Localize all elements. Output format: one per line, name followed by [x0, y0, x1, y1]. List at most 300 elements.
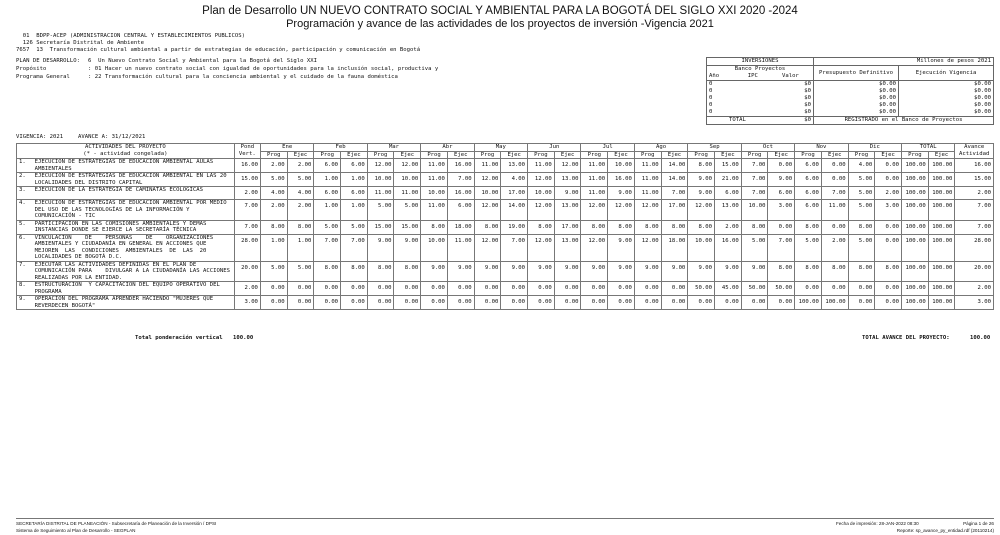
- prog-cell: 100.00: [902, 173, 929, 187]
- ejec-cell: 100.00: [928, 234, 955, 261]
- ano-cell: 0: [707, 102, 738, 109]
- total-avance-label: TOTAL AVANCE DEL PROYECTO:: [862, 335, 950, 341]
- ejec-cell: 9.00: [608, 261, 635, 282]
- prog-cell: 9.00: [688, 187, 715, 200]
- inversiones-units: Millones de pesos 2021: [814, 58, 994, 66]
- ejec-cell: 0.00: [821, 173, 848, 187]
- ejec-cell: 100.00: [928, 159, 955, 173]
- avance-cell: 20.00: [955, 261, 994, 282]
- ejec-cell: 9.00: [554, 261, 581, 282]
- ejec-cell: 0.00: [661, 282, 688, 296]
- ejec-cell: 12.00: [608, 200, 635, 221]
- ipc-header: IPC: [738, 73, 768, 81]
- ejec-cell: 100.00: [928, 282, 955, 296]
- ano-cell: 0: [707, 88, 738, 95]
- prog-cell: 11.00: [581, 173, 608, 187]
- ejec-cell: 17.00: [661, 200, 688, 221]
- prog-cell: 12.00: [581, 200, 608, 221]
- ejec-cell: 0.00: [447, 296, 474, 310]
- activity-description: EJECUCIÓN DE ESTRATEGIAS DE EDUCACIÓN AMBIENTAL POR MEDIO DEL USO DE LAS TECNOLOGÍAS DE LA INFORMACIÓN Y COMUNICACIÓN - TIC: [33, 200, 235, 221]
- ejec-subheader: Ejec: [554, 151, 581, 159]
- avance-a-label: AVANCE A: 31/12/2021: [78, 134, 146, 140]
- prog-subheader: Prog: [528, 151, 555, 159]
- month-header: Abr: [421, 144, 474, 152]
- ejec-cell: 15.00: [715, 159, 742, 173]
- proposito-label: Propósito: [16, 66, 47, 72]
- prog-cell: 2.00: [260, 159, 287, 173]
- inversiones-row: [707, 102, 994, 109]
- ejec-cell: 5.00: [394, 200, 421, 221]
- entity-line-3: 7657 13 Transformación cultural ambiental a partir de estrategias de educación, participación y comunicación en Bogotá: [16, 47, 421, 53]
- prog-cell: 11.00: [528, 159, 555, 173]
- prog-cell: 9.00: [634, 261, 661, 282]
- prog-cell: 11.00: [421, 173, 448, 187]
- presupuesto-cell: $0.00: [814, 81, 899, 89]
- footer-divider: [16, 518, 994, 519]
- ejec-cell: 7.00: [661, 187, 688, 200]
- ejec-cell: 19.00: [501, 220, 528, 234]
- ejec-cell: 2.00: [821, 234, 848, 261]
- registrado-label: REGISTRADO en el Banco de Proyectos: [814, 117, 994, 125]
- ejec-cell: 7.00: [821, 187, 848, 200]
- prog-cell: 0.00: [314, 296, 341, 310]
- ejec-cell: 9.00: [501, 261, 528, 282]
- ejec-cell: 100.00: [928, 220, 955, 234]
- ejec-cell: 0.00: [661, 296, 688, 310]
- banco-proyectos-header: Banco Proyectos: [707, 66, 814, 74]
- prog-cell: 0.00: [581, 296, 608, 310]
- month-header: Jul: [581, 144, 634, 152]
- ejec-cell: 21.00: [715, 173, 742, 187]
- ejec-cell: 0.00: [875, 159, 902, 173]
- prog-cell: 11.00: [421, 200, 448, 221]
- prog-cell: 0.00: [634, 282, 661, 296]
- ejec-cell: 0.00: [875, 282, 902, 296]
- month-header: Sep: [688, 144, 741, 152]
- activity-row: [17, 234, 994, 261]
- ejec-cell: 6.00: [341, 187, 368, 200]
- ejec-cell: 9.00: [715, 261, 742, 282]
- plan-label: PLAN DE DESARROLLO:: [16, 58, 80, 64]
- total-ponderacion-value: 100.00: [233, 335, 254, 341]
- prog-cell: 8.00: [741, 220, 768, 234]
- valor-header: Valor: [768, 73, 814, 81]
- avance-cell: 28.00: [955, 234, 994, 261]
- prog-subheader: Prog: [634, 151, 661, 159]
- ejec-cell: 13.00: [554, 200, 581, 221]
- ejec-subheader: Ejec: [341, 151, 368, 159]
- activity-description: ESTRUCTURACIÓN Y CAPACITACIÓN DEL EQUIPO OPERATIVO DEL PROGRAMA: [33, 282, 235, 296]
- ejec-cell: 10.00: [608, 159, 635, 173]
- avance-cell: 2.00: [955, 282, 994, 296]
- ejec-cell: 100.00: [928, 200, 955, 221]
- pond-header: Pond: [234, 144, 260, 152]
- prog-cell: 1.00: [314, 173, 341, 187]
- ejec-cell: 0.00: [501, 296, 528, 310]
- activity-row: [17, 261, 994, 282]
- ejec-cell: 0.00: [821, 282, 848, 296]
- ejec-cell: 100.00: [928, 261, 955, 282]
- ejec-cell: 0.00: [554, 296, 581, 310]
- valor-cell: $0: [768, 102, 814, 109]
- ipc-cell: [738, 88, 768, 95]
- prog-subheader: Prog: [367, 151, 394, 159]
- prog-cell: 0.00: [528, 296, 555, 310]
- ejecucion-cell: $0.00: [899, 109, 994, 117]
- prog-cell: 1.00: [260, 234, 287, 261]
- activity-description: EJECUCIÓN DE ESTRATEGIAS DE EDUCACIÓN AMBIENTAL AULAS AMBIENTALES: [33, 159, 235, 173]
- ejecucion-cell: $0.00: [899, 95, 994, 102]
- ejec-cell: 7.00: [341, 234, 368, 261]
- ano-cell: 0: [707, 109, 738, 117]
- entity-line-2: 126 Secretaría Distrital de Ambiente: [16, 40, 144, 46]
- valor-cell: $0: [768, 109, 814, 117]
- plan-value: 6 Un Nuevo Contrato Social y Ambiental para la Bogotá del Siglo XXI: [88, 58, 318, 64]
- prog-cell: 9.00: [528, 261, 555, 282]
- prog-cell: 0.00: [314, 282, 341, 296]
- ejec-cell: 2.00: [875, 187, 902, 200]
- month-header: Ene: [260, 144, 313, 152]
- ejec-subheader: Ejec: [608, 151, 635, 159]
- prog-subheader: Prog: [421, 151, 448, 159]
- prog-cell: 5.00: [741, 234, 768, 261]
- pond-cell: 16.00: [234, 159, 260, 173]
- prog-cell: 5.00: [367, 200, 394, 221]
- ejec-cell: 50.00: [768, 282, 795, 296]
- month-header: Jun: [528, 144, 581, 152]
- ejec-cell: 7.00: [447, 173, 474, 187]
- avance-cell: 7.00: [955, 220, 994, 234]
- prog-cell: 11.00: [421, 159, 448, 173]
- ejec-cell: 8.00: [608, 220, 635, 234]
- ejec-cell: 8.00: [341, 261, 368, 282]
- prog-subheader: Prog: [474, 151, 501, 159]
- prog-cell: 5.00: [260, 173, 287, 187]
- ejec-cell: 0.00: [341, 282, 368, 296]
- ejec-cell: 10.00: [394, 173, 421, 187]
- ejec-cell: 0.00: [768, 296, 795, 310]
- ejec-cell: 5.00: [287, 173, 314, 187]
- ejec-cell: 0.00: [768, 220, 795, 234]
- prog-cell: 9.00: [688, 261, 715, 282]
- pond-cell: 28.00: [234, 234, 260, 261]
- prog-cell: 50.00: [688, 282, 715, 296]
- prog-cell: 8.00: [688, 159, 715, 173]
- activity-number: 1.: [17, 159, 33, 173]
- ejec-cell: 0.00: [287, 282, 314, 296]
- pond-cell: 7.00: [234, 200, 260, 221]
- month-header: May: [474, 144, 527, 152]
- prog-cell: 12.00: [634, 200, 661, 221]
- prog-cell: 2.00: [260, 200, 287, 221]
- prog-cell: 100.00: [902, 261, 929, 282]
- prog-cell: 7.00: [741, 187, 768, 200]
- prog-cell: 8.00: [367, 261, 394, 282]
- avance-cell: 16.00: [955, 159, 994, 173]
- prog-cell: 11.00: [474, 159, 501, 173]
- ejec-cell: 0.00: [875, 296, 902, 310]
- prog-cell: 0.00: [634, 296, 661, 310]
- ejec-cell: 0.00: [447, 282, 474, 296]
- prog-cell: 8.00: [421, 220, 448, 234]
- presupuesto-cell: $0.00: [814, 109, 899, 117]
- ejec-cell: 16.00: [447, 187, 474, 200]
- ejec-subheader: Ejec: [715, 151, 742, 159]
- ejec-cell: 0.00: [715, 296, 742, 310]
- ejec-cell: 12.00: [394, 159, 421, 173]
- ejec-cell: 13.00: [715, 200, 742, 221]
- ano-cell: 0: [707, 95, 738, 102]
- prog-cell: 9.00: [474, 261, 501, 282]
- ejec-cell: 100.00: [928, 173, 955, 187]
- ejec-cell: 9.00: [608, 234, 635, 261]
- ejec-cell: 3.00: [768, 200, 795, 221]
- ejec-cell: 11.00: [394, 187, 421, 200]
- inversiones-table: [706, 57, 994, 125]
- prog-cell: 0.00: [421, 296, 448, 310]
- ano-header: Año: [707, 73, 738, 81]
- prog-cell: 10.00: [421, 234, 448, 261]
- ejec-cell: 15.00: [394, 220, 421, 234]
- ejec-cell: 0.00: [501, 282, 528, 296]
- prog-cell: 12.00: [581, 234, 608, 261]
- month-header: Dic: [848, 144, 901, 152]
- prog-cell: 6.00: [314, 159, 341, 173]
- activity-number: 2.: [17, 173, 33, 187]
- ejec-subheader: Ejec: [821, 151, 848, 159]
- activity-description: OPERACIÓN DEL PROGRAMA APRENDER HACIENDO "MUJERES QUE REVERDECEN BOGOTÁ": [33, 296, 235, 310]
- vigencia-label: VIGENCIA: 2021: [16, 134, 64, 140]
- prog-cell: 8.00: [634, 220, 661, 234]
- actividades-subheader: (* - actividad congelada): [17, 151, 235, 159]
- month-header: Ago: [634, 144, 687, 152]
- prog-cell: 5.00: [848, 200, 875, 221]
- prog-cell: 100.00: [902, 159, 929, 173]
- proposito-value: : 01 Hacer un nuevo contrato social con igualdad de oportunidades para la inclusión social, productiva y: [88, 66, 439, 72]
- ejec-cell: 0.00: [821, 220, 848, 234]
- ejec-cell: 5.00: [341, 220, 368, 234]
- ejec-cell: 8.00: [661, 220, 688, 234]
- ejec-cell: 9.00: [608, 187, 635, 200]
- prog-cell: 10.00: [474, 187, 501, 200]
- activity-row: [17, 296, 994, 310]
- inversiones-row: [707, 81, 994, 89]
- prog-cell: 12.00: [528, 234, 555, 261]
- month-header: Mar: [367, 144, 420, 152]
- avance-cell: 15.00: [955, 173, 994, 187]
- ejec-cell: 16.00: [715, 234, 742, 261]
- ejec-cell: 9.00: [768, 173, 795, 187]
- ejec-cell: 0.00: [821, 159, 848, 173]
- activity-row: [17, 159, 994, 173]
- month-header: Oct: [741, 144, 794, 152]
- pond-cell: 7.00: [234, 220, 260, 234]
- programa-label: Programa General: [16, 74, 70, 80]
- ipc-cell: [738, 95, 768, 102]
- footer-fecha: Fecha de impresión: 28-JAN-2022 08:30: [836, 521, 919, 526]
- prog-cell: 9.00: [581, 261, 608, 282]
- prog-cell: 5.00: [848, 173, 875, 187]
- ejec-cell: 6.00: [715, 187, 742, 200]
- prog-cell: 0.00: [688, 296, 715, 310]
- ejec-cell: 2.00: [715, 220, 742, 234]
- valor-cell: $0: [768, 95, 814, 102]
- prog-cell: 12.00: [367, 159, 394, 173]
- ejec-cell: 9.00: [661, 261, 688, 282]
- prog-cell: 7.00: [314, 234, 341, 261]
- prog-cell: 11.00: [634, 187, 661, 200]
- ejec-cell: 9.00: [394, 234, 421, 261]
- prog-cell: 11.00: [581, 159, 608, 173]
- ejec-cell: 16.00: [608, 173, 635, 187]
- ejec-subheader: Ejec: [661, 151, 688, 159]
- prog-cell: 8.00: [848, 261, 875, 282]
- pond-cell: 2.00: [234, 187, 260, 200]
- prog-cell: 7.00: [741, 173, 768, 187]
- ejec-subheader: Ejec: [287, 151, 314, 159]
- activity-description: EJECUCIÓN DE LA ESTRATEGIA DE CAMINATAS ECOLÓGICAS: [33, 187, 235, 200]
- prog-subheader: Prog: [902, 151, 929, 159]
- prog-cell: 0.00: [367, 282, 394, 296]
- footer-pagina: Página 1 de 26: [963, 521, 994, 526]
- ipc-cell: [738, 102, 768, 109]
- presupuesto-cell: $0.00: [814, 102, 899, 109]
- prog-cell: 100.00: [902, 187, 929, 200]
- prog-cell: 10.00: [367, 173, 394, 187]
- prog-cell: 8.00: [314, 261, 341, 282]
- ejec-cell: 8.00: [821, 261, 848, 282]
- ejec-cell: 5.00: [287, 261, 314, 282]
- activity-row: [17, 282, 994, 296]
- activity-description: EJECUTAR LAS ACTIVIDADES DEFINIDAS EN EL PLAN DE COMUNICACIÓN PARA DIVULGAR A LA CIUDADANÍA LAS ACCIONES REALIZADAS POR LA ENTIDAD.: [34, 261, 234, 281]
- prog-cell: 9.00: [741, 261, 768, 282]
- prog-cell: 100.00: [902, 296, 929, 310]
- ejec-cell: 8.00: [875, 261, 902, 282]
- prog-cell: 8.00: [581, 220, 608, 234]
- ejec-cell: 8.00: [768, 261, 795, 282]
- prog-subheader: Prog: [688, 151, 715, 159]
- inversiones-row: [707, 88, 994, 95]
- ejec-subheader: Ejec: [501, 151, 528, 159]
- month-header: Feb: [314, 144, 367, 152]
- ejec-cell: 6.00: [447, 200, 474, 221]
- presupuesto-cell: $0.00: [814, 88, 899, 95]
- entity-line-1: 01 BDPP-ACEP (ADMINISTRACION CENTRAL Y ESTABLECIMIENTOS PUBLICOS): [16, 33, 246, 39]
- ejec-subheader: Ejec: [928, 151, 955, 159]
- avance-subheader: Actividad: [955, 151, 994, 159]
- ejecucion-header: Ejecución Vigencia: [899, 66, 994, 81]
- ejec-cell: 11.00: [821, 200, 848, 221]
- prog-cell: 12.00: [474, 200, 501, 221]
- ejec-cell: 1.00: [341, 173, 368, 187]
- prog-subheader: Prog: [260, 151, 287, 159]
- prog-cell: 0.00: [367, 296, 394, 310]
- ejec-cell: 6.00: [768, 187, 795, 200]
- activity-number: 3.: [17, 187, 33, 200]
- prog-cell: 12.00: [474, 234, 501, 261]
- activity-row: [17, 220, 994, 234]
- prog-cell: 11.00: [634, 173, 661, 187]
- prog-cell: 11.00: [367, 187, 394, 200]
- activity-description: VINCULACIÓN DE PERSONAS DE ORGANIZACIONES AMBIENTALES Y CIUDADANÍA EN GENERAL EN ACCIONES QUE MEJOREN LAS CONDICIONES AMBIENTALES DE LAS 20 LOCALIDADES DE BOGOTÁ D.C.: [33, 234, 235, 261]
- ejec-cell: 0.00: [394, 282, 421, 296]
- ejec-cell: 0.00: [875, 173, 902, 187]
- prog-cell: 11.00: [581, 187, 608, 200]
- ejec-cell: 1.00: [287, 234, 314, 261]
- ejec-cell: 0.00: [287, 296, 314, 310]
- ejec-cell: 14.00: [661, 159, 688, 173]
- prog-cell: 8.00: [260, 220, 287, 234]
- prog-subheader: Prog: [314, 151, 341, 159]
- prog-cell: 0.00: [528, 282, 555, 296]
- inversiones-total-valor: $0: [768, 117, 814, 125]
- prog-cell: 12.00: [688, 200, 715, 221]
- prog-cell: 6.00: [795, 187, 822, 200]
- prog-cell: 100.00: [902, 282, 929, 296]
- prog-cell: 11.00: [634, 159, 661, 173]
- ejec-cell: 2.00: [287, 200, 314, 221]
- ejec-cell: 0.00: [554, 282, 581, 296]
- inversiones-total-label: TOTAL: [707, 117, 768, 125]
- ejec-cell: 4.00: [501, 173, 528, 187]
- inversiones-row: [707, 109, 994, 117]
- prog-cell: 0.00: [260, 296, 287, 310]
- pond-cell: 2.00: [234, 282, 260, 296]
- avance-cell: 2.00: [955, 187, 994, 200]
- activity-number: 5.: [17, 220, 33, 234]
- ejec-cell: 2.00: [287, 159, 314, 173]
- prog-cell: 100.00: [902, 200, 929, 221]
- prog-cell: 12.00: [474, 173, 501, 187]
- presupuesto-cell: $0.00: [814, 95, 899, 102]
- prog-cell: 5.00: [314, 220, 341, 234]
- prog-cell: 15.00: [367, 220, 394, 234]
- ejec-subheader: Ejec: [394, 151, 421, 159]
- prog-cell: 5.00: [848, 187, 875, 200]
- prog-cell: 9.00: [688, 173, 715, 187]
- prog-cell: 0.00: [741, 296, 768, 310]
- ejec-cell: 7.00: [768, 234, 795, 261]
- prog-cell: 1.00: [314, 200, 341, 221]
- prog-cell: 100.00: [795, 296, 822, 310]
- ejec-cell: 4.00: [287, 187, 314, 200]
- avance-header: Avance: [955, 144, 994, 152]
- ejec-cell: 7.00: [501, 234, 528, 261]
- ejec-cell: 13.00: [554, 234, 581, 261]
- prog-cell: 5.00: [260, 261, 287, 282]
- ejec-cell: 0.00: [608, 282, 635, 296]
- prog-subheader: Prog: [581, 151, 608, 159]
- ejec-cell: 0.00: [768, 159, 795, 173]
- prog-cell: 12.00: [634, 234, 661, 261]
- footer-entity: SECRETARÍA DISTRITAL DE PLANEACIÓN - Subsecretaría de Planeación de la Inversión / DPSI: [16, 521, 217, 526]
- ejec-cell: 100.00: [928, 187, 955, 200]
- programa-value: : 22 Transformación cultural para la conciencia ambiental y el cuidado de la fauna doméstica: [88, 74, 398, 80]
- ipc-cell: [738, 81, 768, 89]
- prog-cell: 4.00: [848, 159, 875, 173]
- ejec-cell: 0.00: [875, 234, 902, 261]
- ejec-cell: 13.00: [554, 173, 581, 187]
- prog-cell: 10.00: [741, 200, 768, 221]
- footer-system: Sistema de Seguimiento al Plan de Desarrollo - SEGPLAN: [16, 528, 136, 533]
- prog-cell: 6.00: [795, 200, 822, 221]
- prog-cell: 0.00: [581, 282, 608, 296]
- ejec-subheader: Ejec: [447, 151, 474, 159]
- actividades-header: ACTIVIDADES DEL PROYECTO: [17, 144, 235, 152]
- avance-cell: 7.00: [955, 200, 994, 221]
- prog-cell: 0.00: [795, 282, 822, 296]
- inversiones-row: [707, 95, 994, 102]
